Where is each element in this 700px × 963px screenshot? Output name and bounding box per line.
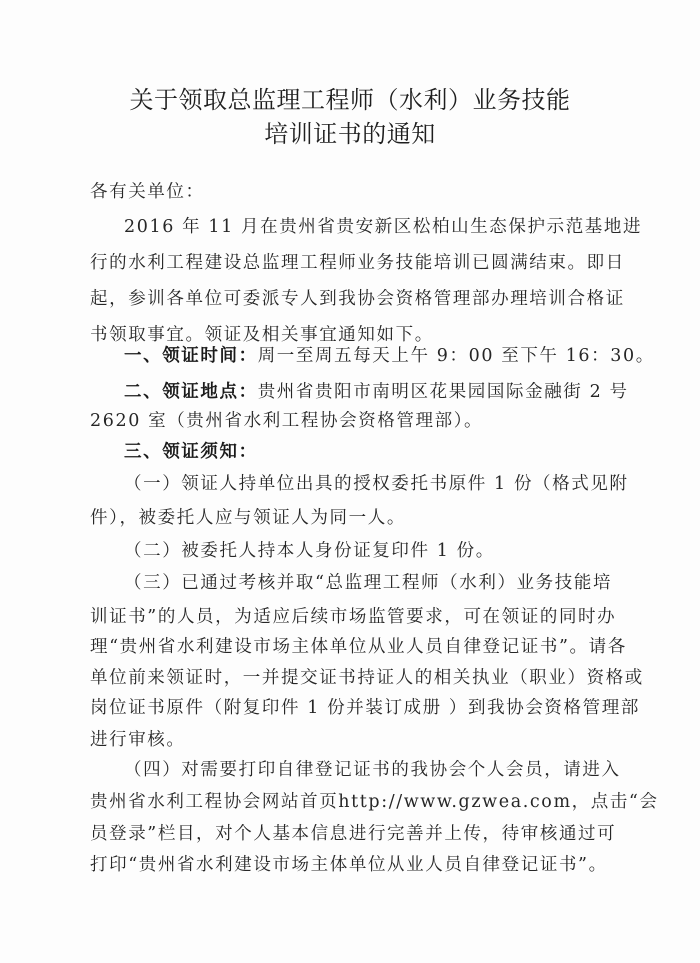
section-3-heading-text: 三、领证须知： bbox=[124, 442, 258, 462]
section-2-line bbox=[124, 380, 629, 404]
paragraph-1-line-2: 行的水利工程建设总监理工程师业务技能培训已圆满结束。即日 bbox=[90, 253, 625, 273]
item-3-line-5: 岗位证书原件（附复印件 1 份并装订成册 ）到我协会资格管理部 bbox=[90, 698, 640, 718]
paragraph-1-line-3: 起，参训各单位可委派专人到我协会资格管理部办理培训合格证 bbox=[90, 289, 625, 309]
item-1-line-2: 件），被委托人应与领证人为同一人。 bbox=[90, 508, 406, 528]
document-title-line-2: 培训证书的通知 bbox=[264, 120, 436, 148]
section-1-heading: 一、领证时间： bbox=[124, 346, 258, 366]
section-2-heading: 二、领证地点： bbox=[124, 382, 258, 402]
section-1-line bbox=[124, 344, 655, 368]
document-title-line-1: 关于领取总监理工程师（水利）业务技能 bbox=[129, 86, 571, 114]
salutation: 各有关单位： bbox=[90, 182, 205, 202]
item-4-line-2: 贵州省水利工程协会网站首页http://www.gzwea.com，点击“会 bbox=[90, 792, 659, 812]
item-3-line-4: 单位前来领证时，一并提交证书持证人的相关执业（职业）资格或 bbox=[90, 668, 644, 688]
item-4-line-3: 员登录”栏目，对个人基本信息进行完善并上传，待审核通过可 bbox=[90, 824, 617, 844]
paragraph-1-line-4: 书领取事宜。领证及相关事宜通知如下。 bbox=[90, 325, 434, 345]
section-1-text: 周一至周五每天上午 9：00 至下午 16：30。 bbox=[257, 346, 655, 366]
section-2-text: 贵州省贵阳市南明区花果园国际金融街 2 号 bbox=[257, 382, 629, 402]
section-3-heading bbox=[124, 440, 258, 464]
item-4-line-1: （四）对需要打印自律登记证书的我协会个人会员，请进入 bbox=[124, 760, 621, 780]
item-4-line-4: 打印“贵州省水利建设市场主体单位从业人员自律登记证书”。 bbox=[90, 855, 608, 875]
item-1-line-1: （一）领证人持单位出具的授权委托书原件 1 份（格式见附 bbox=[124, 474, 629, 494]
item-3-line-1: （三）已通过考核并取“总监理工程师（水利）业务技能培 bbox=[124, 573, 613, 593]
item-2-line-1: （二）被委托人持本人身份证复印件 1 份。 bbox=[124, 541, 495, 561]
item-3-line-2: 训证书”的人员，为适应后续市场监管要求，可在领证的同时办 bbox=[90, 607, 617, 627]
section-2-line-2: 2620 室（贵州省水利工程协会资格管理部）。 bbox=[90, 411, 484, 431]
item-3-line-3: 理“贵州省水利建设市场主体单位从业人员自律登记证书”。请各 bbox=[90, 637, 627, 657]
paragraph-1-line-1: 2016 年 11 月在贵州省贵安新区松柏山生态保护示范基地进 bbox=[124, 217, 643, 237]
item-3-line-6: 进行审核。 bbox=[90, 730, 186, 750]
